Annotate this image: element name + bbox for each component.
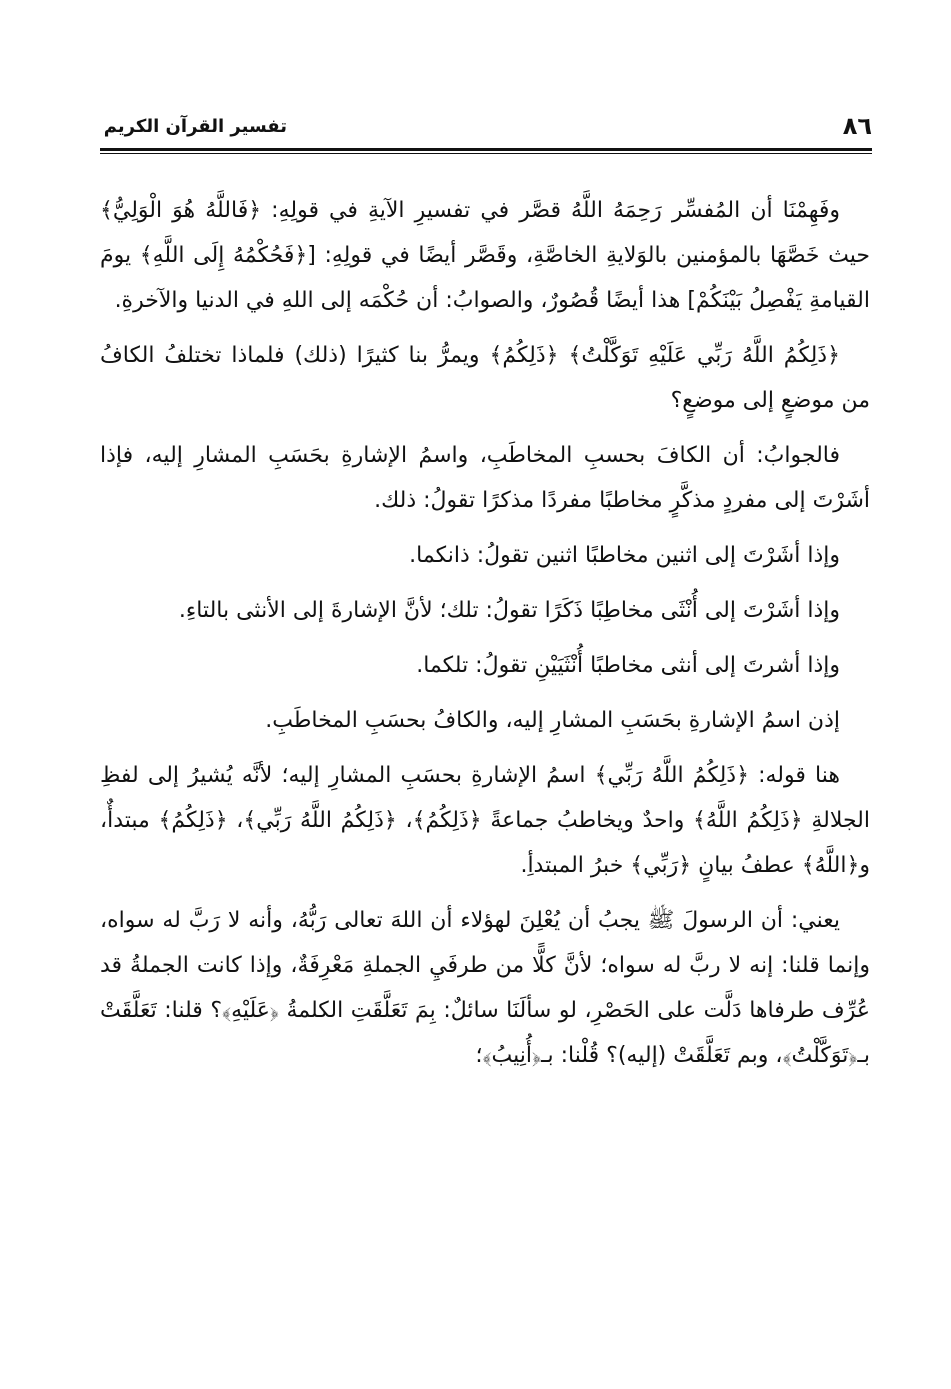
paragraph: وإذا أشرتَ إلى أنثى مخاطبًا أُنْثَيَيْنِ تقولُ: تلكما. [416, 653, 840, 678]
page-body [100, 188, 870, 1088]
paragraph: يعني: أن الرسولَ ﷺ يجبُ أن يُعْلِنَ لهؤلاء أن اللهَ تعالى رَبُّهُ، وأنه لا رَبَّ له سواه، وإنما قلنا: إنه لا ربَّ له سواه؛ لأنَّ كلًّا من طرفَيِ الجملةِ مَعْرِفَةٌ، وإذا كانت الجملةُ قد عُرِّف طرفاها دَلَّت على الحَصْرِ، لو سألَنَا سائلٌ: بِمَ تَعَلَّقَتِ الكلمةُ ﴿عَلَيْهِ﴾؟ قلنا: تَعَلَّقَتْ بـ﴿تَوَكَّلْتُ﴾، وبم تَعَلَّقَتْ (إليه)؟ قُلْنا: بـ﴿أُنِيبُ﴾؛ [100, 908, 870, 1068]
page-header [100, 112, 872, 152]
paragraph: إذن اسمُ الإشارةِ بحَسَبِ المشارِ إليه، والكافُ بحسَبِ المخاطَبِ. [265, 708, 840, 733]
running-title: تفسير القرآن الكريم [103, 116, 287, 137]
paragraph: فالجوابُ: أن الكافَ بحسبِ المخاطَبِ، واسمُ الإشارةِ بحَسَبِ المشارِ إليه، فإذا أشَرْتَ إلى مفردٍ مذكَّرٍ مخاطبًا مفردًا مذكرًا تقولُ: ذلك. [100, 443, 870, 513]
paragraph: وإذا أشَرْتَ إلى اثنين مخاطبًا اثنين تقولُ: ذانكما. [409, 543, 840, 568]
paragraph: وفَهِمْنَا أن المُفسِّر رَحِمَهُ اللَّهُ قصَّر في تفسيرِ الآيةِ في قولِهِ: ﴿فَاللَّهُ هُوَ الْوَلِيُّ﴾ حيث خَصَّهَا بالمؤمنين بالوَلايةِ الخاصَّةِ، وقَصَّر أيضًا في قولِهِ: [﴿فَحُكْمُهُ إِلَى اللَّهِ﴾ يومَ القيامةِ يَفْصِلُ بَيْنَكُمْ] هذا أيضًا قُصُورٌ، والصوابُ: أن حُكْمَه إلى اللهِ في الدنيا والآخرةِ. [100, 198, 870, 313]
page-number: ٨٦ [842, 112, 872, 140]
paragraph: هنا قوله: ﴿ذَلِكُمُ اللَّهُ رَبِّي﴾ اسمُ الإشارةِ بحسَبِ المشارِ إليه؛ لأنَّه يُشيرُ إلى لفظِ الجلالةِ ﴿ذَلِكُمُ اللَّهُ﴾ واحدٌ ويخاطبُ جماعةً ﴿ذَلِكُمُ﴾، ﴿ذَلِكُمُ اللَّهُ رَبِّي﴾، ﴿ذَلِكُمُ﴾ مبتدأٌ، و﴿اللَّهُ﴾ عطفُ بيانٍ ﴿رَبِّي﴾ خبرُ المبتدأِ. [100, 763, 870, 878]
header-rule [100, 148, 872, 151]
paragraph: وإذا أشَرْتَ إلى أُنْثَى مخاطِبًا ذَكَرًا تقولُ: تلك؛ لأنَّ الإشارةَ إلى الأنثى بالتاءِ. [178, 598, 840, 623]
header-rule-thin [100, 153, 872, 154]
paragraph: ﴿ذَلِكُمُ اللَّهُ رَبِّي عَلَيْهِ تَوَكَّلْتُ﴾ ﴿ذَلِكُمُ﴾ ويمرُّ بنا كثيرًا (ذلك) فلماذا تختلفُ الكافُ من موضعٍ إلى موضعٍ؟ [100, 343, 870, 413]
